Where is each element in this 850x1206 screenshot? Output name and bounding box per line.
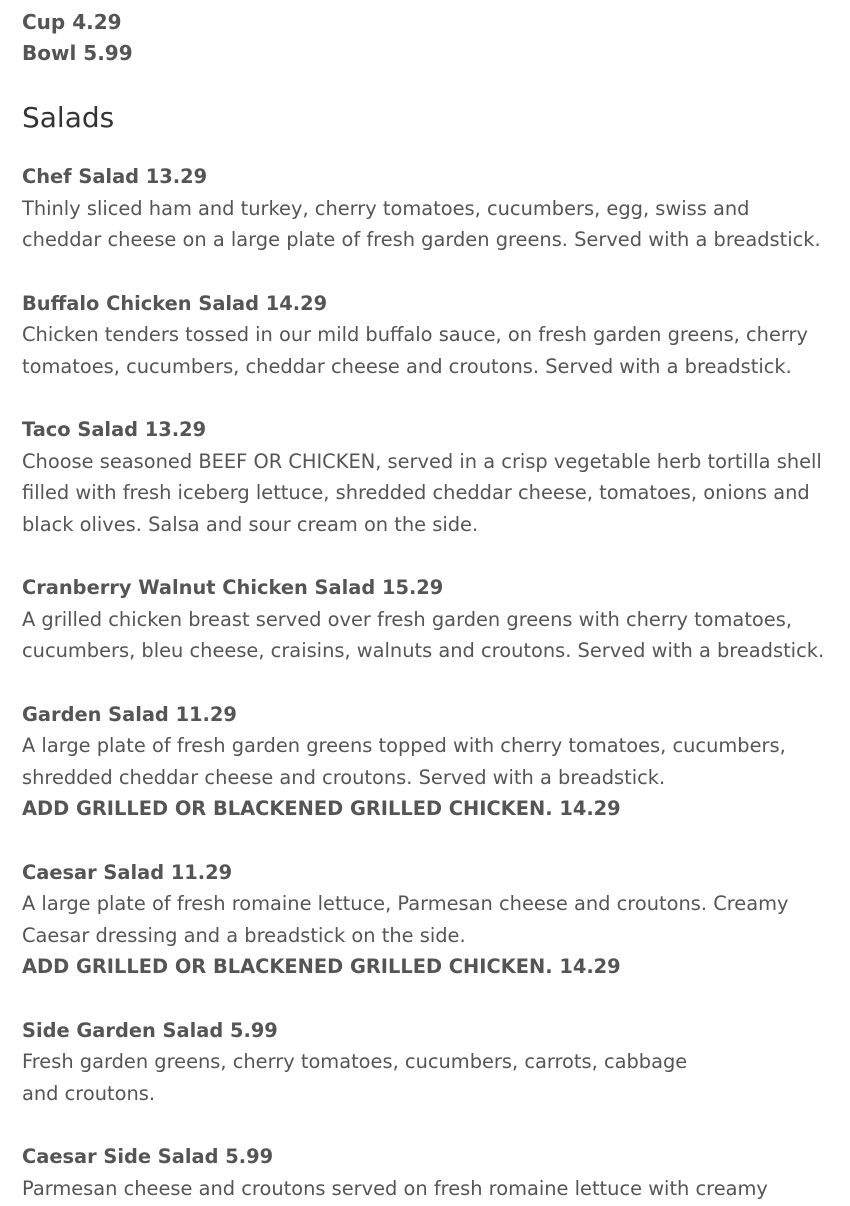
menu-item xyxy=(22,161,830,256)
item-description: Choose seasoned BEEF OR CHICKEN, served in a crisp vegetable herb tortilla shell filled with fresh iceberg lettuce, shredded cheddar cheese, tomatoes, onions and black olives. Salsa and sour cream on the side. xyxy=(22,449,822,536)
item-title: Garden Salad 11.29 xyxy=(22,702,237,726)
item-description: A large plate of fresh romaine lettuce, Parmesan cheese and croutons. Creamy Caesar dressing and a breadstick on the side. xyxy=(22,892,789,947)
salad-list xyxy=(22,161,830,1206)
item-addon: ADD GRILLED OR BLACKENED GRILLED CHICKEN. 14.29 xyxy=(22,955,621,978)
item-title: Chef Salad 13.29 xyxy=(22,165,208,188)
item-description: Thinly sliced ham and turkey, cherry tomatoes, cucumbers, egg, swiss and cheddar cheese on a large plate of fresh garden greens. Served with a breadstick. xyxy=(22,196,821,251)
item-title: Caesar Salad 11.29 xyxy=(22,860,233,884)
item-description: A grilled chicken breast served over fresh garden greens with cherry tomatoes, cucumbers, bleu cheese, craisins, walnuts and croutons. Served with a breadstick. xyxy=(22,607,825,662)
menu-item xyxy=(22,572,830,667)
menu-item xyxy=(22,857,830,983)
menu-item xyxy=(22,414,830,540)
menu-item xyxy=(22,1141,830,1204)
item-addon: ADD GRILLED OR BLACKENED GRILLED CHICKEN. 14.29 xyxy=(22,797,621,820)
item-description: Parmesan cheese and croutons served on fresh romaine lettuce with creamy xyxy=(22,1176,768,1200)
item-title: Taco Salad 13.29 xyxy=(22,418,207,441)
item-description: Chicken tenders tossed in our mild buffalo sauce, on fresh garden greens, cherry tomatoes, cucumbers, cheddar cheese and croutons. Served with a breadstick. xyxy=(22,323,808,378)
menu-item xyxy=(22,288,830,383)
item-title: Caesar Side Salad 5.99 xyxy=(22,1145,274,1168)
item-description: Fresh garden greens, cherry tomatoes, cucumbers, carrots, cabbage and croutons. xyxy=(22,1050,688,1105)
menu-item xyxy=(22,1015,830,1110)
item-title: Side Garden Salad 5.99 xyxy=(22,1018,278,1042)
item-title: Buffalo Chicken Salad 14.29 xyxy=(22,291,328,315)
soup-prices xyxy=(22,7,133,69)
cup-price: Cup 4.29 xyxy=(22,10,122,34)
section-title: Salads xyxy=(22,101,115,134)
menu-item xyxy=(22,699,830,825)
item-title: Cranberry Walnut Chicken Salad 15.29 xyxy=(22,576,444,599)
bowl-price: Bowl 5.99 xyxy=(22,41,133,65)
item-description: A large plate of fresh garden greens topped with cherry tomatoes, cucumbers, shredded cheddar cheese and croutons. Served with a breadstick. xyxy=(22,734,786,789)
